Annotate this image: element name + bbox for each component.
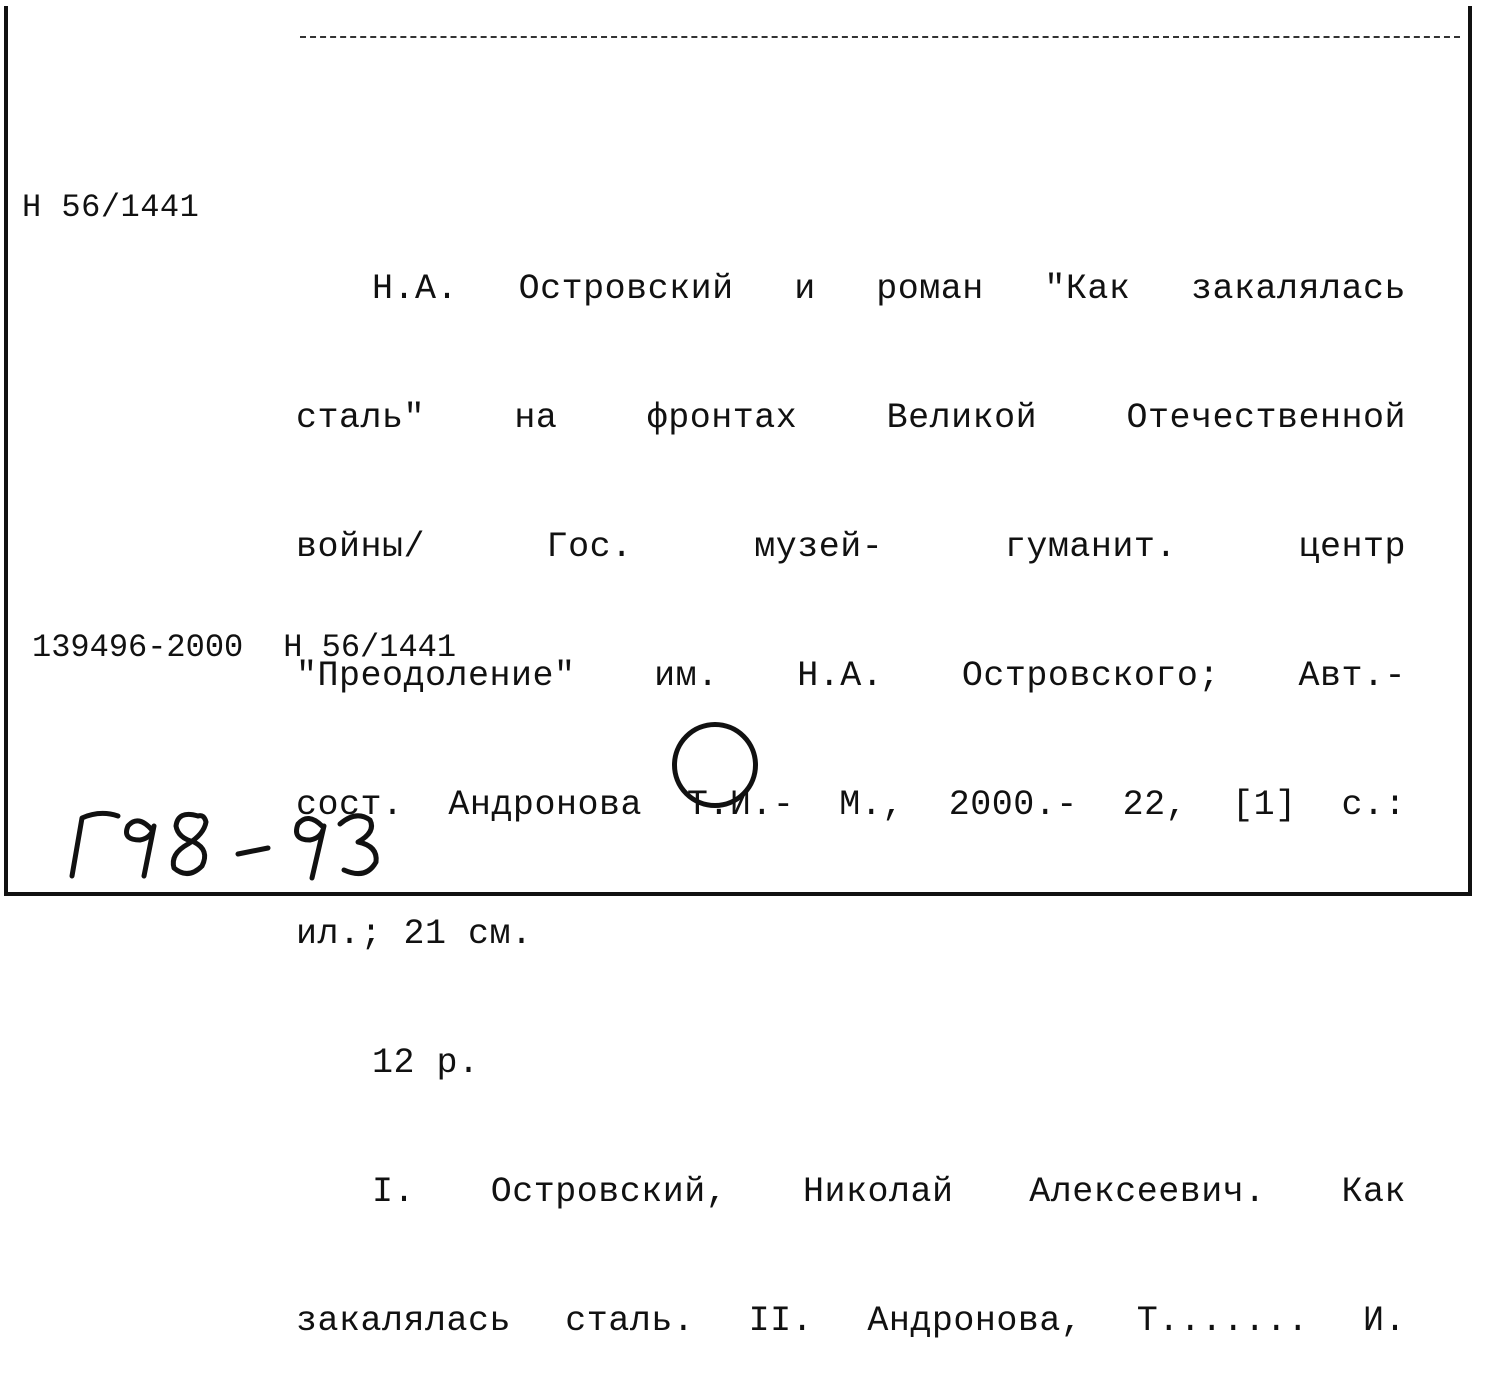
inventory-line [32,628,456,668]
card-top-dashed-edge [300,36,1460,38]
handwritten-note-drawing [60,796,390,886]
description-line: Н.А. Островский и роман "Как закалялась [372,269,1406,309]
description-line: войны/ Гос. музей- гуманит. центр [296,527,1406,567]
description-line: сост. Андронова Т.И.- М., 2000.- 22, [1] с.: [296,785,1406,825]
tracings-line: закалялась сталь. II. Андронова, Т....... И. [296,1301,1406,1341]
inventory-shelf-mark: Н 56/1441 [283,629,457,666]
description-line: "Преодоление" им. Н.А. Островского; Авт.- [296,656,1406,696]
description-line: ил.; 21 см. [296,914,533,954]
inventory-number: 139496-2000 [32,629,244,666]
price: 12 р. [372,1043,480,1083]
tracings-line: I. Островский, Николай Алексеевич. Как [372,1172,1406,1212]
handwritten-note [60,796,390,891]
bibliographic-description [296,182,1406,1386]
description-line: сталь" на фронтах Великой Отечественной [296,398,1406,438]
shelf-mark: Н 56/1441 [22,189,200,226]
card-punch-hole [672,722,758,808]
